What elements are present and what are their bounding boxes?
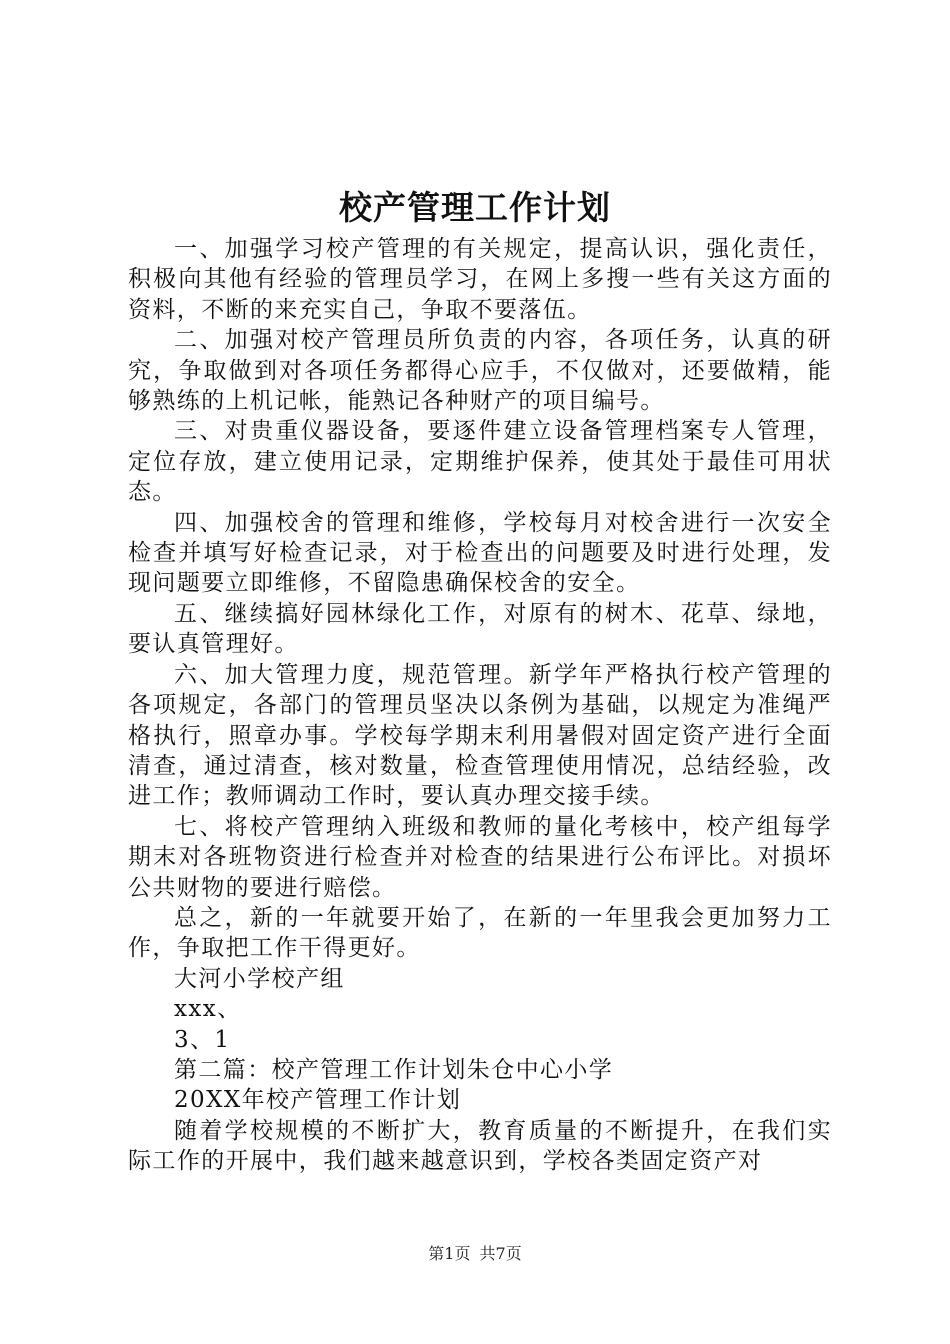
document-body (128, 234, 832, 1177)
paragraph-5: 五、继续搞好园林绿化工作，对原有的树木、花草、绿地，要认真管理好。 (128, 600, 832, 658)
paragraph-2: 二、加强对校产管理员所负责的内容，各项任务，认真的研究，争取做到对各项任务都得心应手，不仅做对，还要做精，能够熟练的上机记帐，能熟记各种财产的项目编号。 (128, 327, 832, 415)
document-title: 校产管理工作计划 (339, 188, 611, 227)
paragraph-4: 四、加强校舍的管理和维修，学校每月对校舍进行一次安全检查并填写好检查记录，对于检查出的问题要及时进行处理，发现问题要立即维修，不留隐患确保校舍的安全。 (128, 509, 832, 597)
paragraph-7: 七、将校产管理纳入班级和教师的量化考核中，校产组每学期末对各班物资进行检查并对检查的结果进行公布评比。对损坏公共财物的要进行赔偿。 (128, 813, 832, 901)
signature-org: 大河小学校产组 (174, 965, 345, 992)
paragraph-6: 六、加大管理力度，规范管理。新学年严格执行校产管理的各项规定，各部门的管理员坚决以条例为基础，以规定为准绳严格执行，照章办事。学校每学期末利用暑假对固定资产进行全面清查，通过清查，核对数量，检查管理使用情况，总结经验，改进工作；教师调动工作时，要认真办理交接手续。 (128, 661, 832, 810)
second-part-intro: 随着学校规模的不断扩大，教育质量的不断提升，在我们实际工作的开展中，我们越来越意识到，学校各类固定资产对 (128, 1117, 832, 1175)
paragraph-1: 一、加强学习校产管理的有关规定，提高认识，强化责任，积极向其他有经验的管理员学习，在网上多搜一些有关这方面的资料，不断的来充实自己，争取不要落伍。 (128, 236, 832, 323)
second-part-heading: 第二篇：校产管理工作计划朱仓中心小学 (174, 1056, 614, 1083)
page-indicator: 第1页 共7页 (428, 1244, 522, 1263)
paragraph-3: 三、对贵重仪器设备，要逐件建立设备管理档案专人管理，定位存放，建立使用记录，定期维护保养，使其处于最佳可用状态。 (128, 418, 832, 506)
signature-date: 3、1 (174, 1026, 231, 1053)
paragraph-conclusion: 总之，新的一年就要开始了，在新的一年里我会更加努力工作，争取把工作干得更好。 (128, 904, 832, 962)
signature-line-2: xxx、 (174, 996, 242, 1023)
second-part-subheading: 20XX年校产管理工作计划 (174, 1087, 462, 1114)
